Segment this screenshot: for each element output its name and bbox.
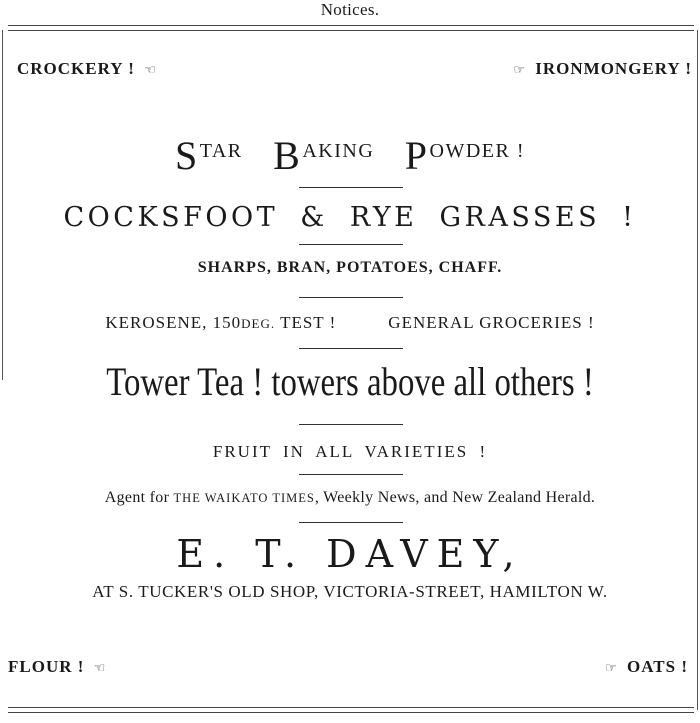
proprietor-name: E. T. DAVEY, [176, 532, 524, 576]
divider-rule [299, 474, 403, 475]
flour-text: FLOUR ! [8, 657, 85, 676]
baking-cap: B [273, 133, 302, 178]
star-cap: S [174, 133, 199, 178]
agent-suffix: , Weekly News, and New Zealand Herald. [314, 489, 596, 506]
section-title: Notices. [320, 0, 380, 19]
kerosene-line [0, 313, 700, 333]
agent-prefix: Agent for [104, 489, 174, 506]
bottom-double-rule [8, 707, 694, 713]
fruit-line: FRUIT IN ALL VARIETIES ! [212, 442, 488, 461]
tower-tea-line: Tower Tea ! towers above all others ! [106, 359, 594, 404]
star-baking-powder-heading [0, 132, 700, 179]
pointing-hand-left-icon: ☜ [144, 62, 157, 77]
powder-rest: OWDER ! [429, 140, 525, 162]
grasses-line: COCKSFOOT & RYE GRASSES ! [63, 202, 637, 233]
shop-address: AT S. TUCKER'S OLD SHOP, VICTORIA-STREET, HAMILTON W. [92, 582, 608, 601]
powder-cap: P [404, 133, 429, 178]
oats-text: OATS ! [627, 657, 688, 676]
baking-rest: AKING [302, 140, 375, 162]
sharps-line: SHARPS, BRAN, POTATOES, CHAFF. [197, 259, 503, 276]
divider-rule [299, 424, 403, 425]
crockery-text: CROCKERY ! [17, 59, 135, 78]
ironmongery-notice [509, 59, 692, 80]
section-header [0, 0, 700, 22]
divider-rule [299, 297, 403, 298]
kerosene-part2: TEST ! [275, 313, 337, 332]
flour-notice [8, 657, 110, 678]
pointing-hand-left-icon: ☜ [93, 660, 107, 675]
star-rest: TAR [199, 140, 243, 162]
ironmongery-text: IRONMONGERY ! [535, 59, 692, 78]
crockery-notice [17, 59, 161, 80]
pointing-hand-right-icon: ☞ [513, 62, 526, 77]
oats-notice [601, 657, 688, 678]
divider-rule [299, 522, 403, 523]
top-double-rule [8, 25, 694, 31]
divider-rule [299, 244, 403, 245]
pointing-hand-right-icon: ☞ [605, 660, 618, 675]
kerosene-part1: KEROSENE, 150 [105, 313, 242, 332]
kerosene-deg: DEG. [241, 316, 276, 331]
divider-rule [299, 187, 403, 188]
agent-line [0, 489, 700, 507]
groceries-text: GENERAL GROCERIES ! [388, 313, 595, 332]
divider-rule [299, 348, 403, 349]
agent-newspaper: THE WAIKATO TIMES [173, 491, 315, 505]
